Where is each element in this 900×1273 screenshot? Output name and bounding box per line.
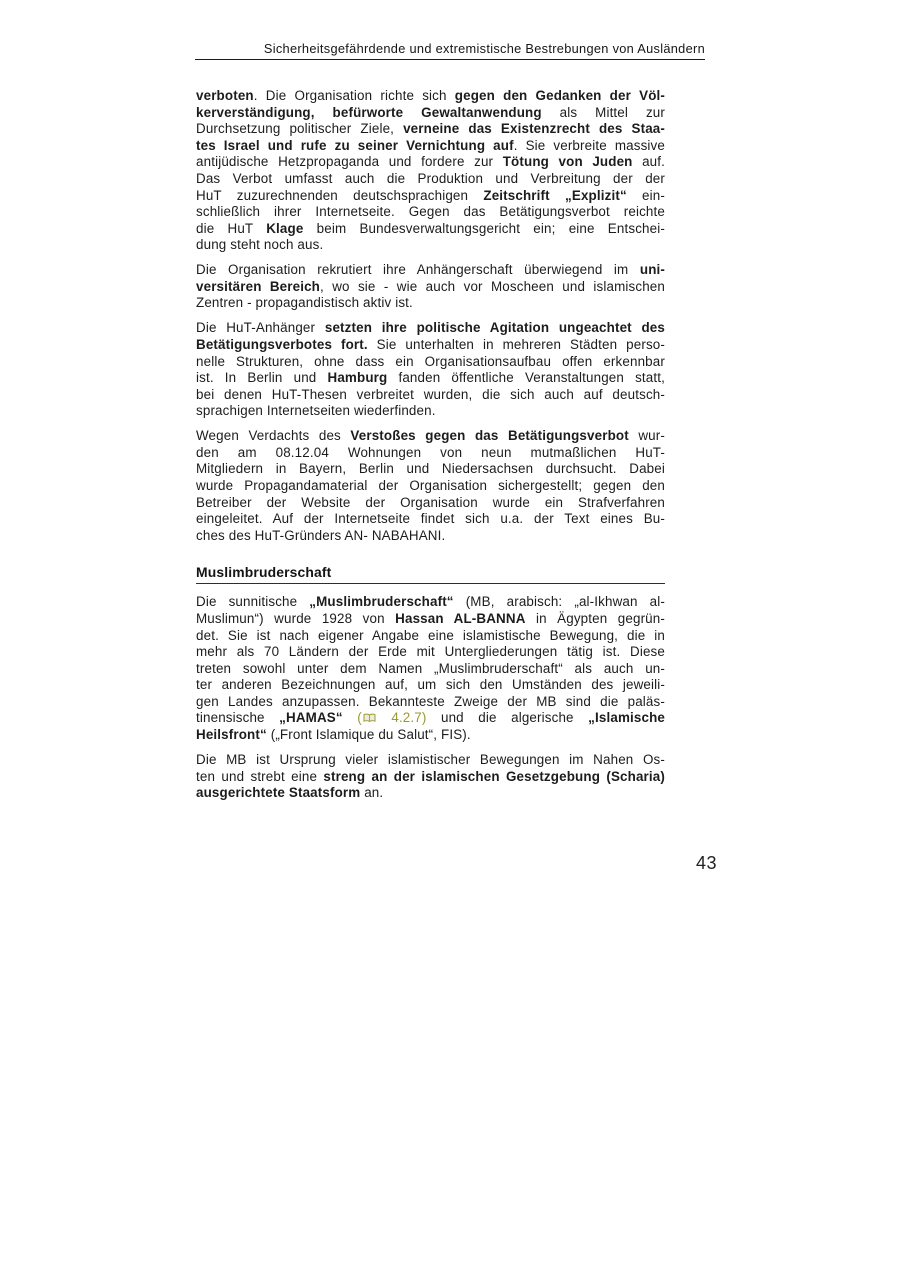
text-run: tinensische	[196, 710, 280, 726]
text-line	[196, 644, 665, 661]
bold-text: versitären Bereich	[196, 278, 321, 294]
text-line	[196, 710, 665, 727]
text-run: wurde Propagandamaterial der Organisation sichergestellt; gegen den	[196, 477, 665, 493]
text-line	[196, 727, 665, 744]
text-line	[196, 121, 665, 138]
text-run: Mitgliedern in Bayern, Berlin und Niedersachsen durchsucht. Dabei	[196, 461, 665, 477]
text-run: Sie unterhalten in mehreren Städten perso-	[367, 336, 665, 352]
text-run: als Mittel zur	[541, 104, 666, 120]
bold-text: Betätigungsverbotes fort.	[196, 336, 368, 352]
bold-text: Tötung von Juden	[502, 154, 633, 170]
text-run: bei denen HuT-Thesen verbreitet wurden, die sich auch auf deutsch-	[196, 386, 665, 402]
text-run: Die HuT-Anhänger	[196, 320, 325, 336]
bold-text: uni-	[639, 262, 665, 278]
text-run: fanden öffentliche Veranstaltungen statt,	[387, 370, 666, 386]
bold-text: Heilsfront“	[196, 727, 267, 743]
text-line	[196, 354, 665, 371]
text-line	[196, 628, 665, 645]
text-run: . Sie verbreite massive	[513, 137, 665, 153]
text-run: ist. In Berlin und	[196, 370, 328, 386]
cross-reference[interactable]: 4.2.7)	[376, 710, 427, 726]
text-run: antijüdische Hetzpropaganda und fordere zur	[196, 154, 503, 170]
text-line	[196, 237, 665, 254]
page-number: 43	[695, 853, 717, 873]
text-line	[196, 171, 665, 188]
text-line	[196, 461, 665, 478]
document-body	[196, 88, 665, 810]
text-run: HuT zuzurechnenden deutschsprachigen	[196, 187, 484, 203]
text-run: treten sowohl unter dem Namen „Muslimbruderschaft“ als auch un-	[196, 660, 665, 676]
text-run: dung steht noch aus.	[196, 237, 324, 253]
text-run: ten und strebt eine	[196, 768, 324, 784]
running-header-title: Sicherheitsgefährdende und extremistische Bestrebungen von Ausländern	[263, 41, 705, 56]
paragraph	[196, 88, 665, 254]
text-run: Muslimun“) wurde 1928 von	[196, 610, 396, 626]
text-run: Die Organisation rekrutiert ihre Anhängerschaft überwiegend im	[196, 262, 640, 278]
bold-text: verboten	[196, 88, 254, 103]
bold-text: streng an der islamischen Gesetzgebung (Scharia)	[323, 768, 665, 784]
text-run: den am 08.12.04 Wohnungen von neun mutmaßlichen HuT-	[196, 444, 665, 460]
text-run: Durchsetzung politischer Ziele,	[196, 121, 404, 137]
text-line	[196, 337, 665, 354]
text-line	[196, 370, 665, 387]
bold-text: Hamburg	[327, 370, 388, 386]
text-line	[196, 320, 665, 337]
text-line	[196, 445, 665, 462]
bold-text: „Islamische	[588, 710, 666, 726]
paragraph	[196, 262, 665, 312]
text-run: wur-	[628, 428, 665, 444]
bold-text: setzten ihre politische Agitation ungeachtet des	[324, 320, 665, 336]
text-line	[196, 105, 665, 122]
text-line	[196, 785, 665, 802]
text-run: auf.	[632, 154, 666, 170]
text-run: Die sunnitische	[196, 594, 310, 610]
text-line	[196, 611, 665, 628]
text-line	[196, 295, 665, 312]
text-line	[196, 428, 665, 445]
text-line	[196, 154, 665, 171]
text-run: ter anderen Bezeichnungen auf, um sich den Umständen des jeweili-	[196, 677, 665, 693]
bold-text: „Muslimbruderschaft“	[309, 594, 454, 610]
paragraph	[196, 320, 665, 420]
bold-text: Klage	[266, 220, 304, 236]
text-run: gen Landes anzupassen. Bekannteste Zweige der MB sind die paläs-	[196, 693, 665, 709]
text-run: mehr als 70 Ländern der Erde mit Untergliederungen tätig ist. Diese	[196, 644, 665, 660]
text-run: schließlich ihrer Internetseite. Gegen das Betätigungsverbot reichte	[196, 204, 665, 220]
paragraph	[196, 752, 665, 802]
text-run: Das Verbot umfasst auch die Produktion und Verbreitung der der	[196, 170, 665, 186]
text-run: Betreiber der Website der Organisation wurde ein Strafverfahren	[196, 494, 665, 510]
bold-text: kerverständigung, befürworte Gewaltanwendung	[196, 104, 542, 120]
text-run: in Ägypten gegrün-	[525, 610, 665, 626]
text-run: , wo sie - wie auch vor Moscheen und islamischen	[320, 278, 665, 294]
text-line	[196, 495, 665, 512]
bold-text: Verstoßes gegen das Betätigungsverbot	[350, 428, 629, 444]
text-line	[196, 752, 665, 769]
bold-text: Zeitschrift „Explizit“	[483, 187, 627, 203]
text-run: beim Bundesverwaltungsgericht ein; eine Entschei-	[303, 220, 665, 236]
text-line	[196, 677, 665, 694]
cross-reference[interactable]: (	[357, 710, 362, 726]
text-line	[196, 528, 665, 545]
text-line	[196, 594, 665, 611]
bold-text: tes Israel und rufe zu seiner Vernichtung auf	[196, 137, 514, 153]
text-run: det. Sie ist nach eigener Angabe eine islamistische Bewegung, die in	[196, 627, 665, 643]
text-run: („Front Islamique du Salut“, FIS).	[266, 727, 471, 743]
text-run: eingeleitet. Auf der Internetseite findet sich u.a. der Text eines Bu-	[196, 511, 665, 527]
bold-text: Hassan AL-BANNA	[395, 610, 526, 626]
text-run: sprachigen Internetseiten wiederfinden.	[196, 403, 436, 419]
text-line	[196, 661, 665, 678]
section-heading-block	[196, 564, 665, 584]
section-heading: Muslimbruderschaft	[196, 564, 332, 581]
text-line	[196, 88, 665, 105]
paragraph	[196, 428, 665, 544]
text-line	[196, 204, 665, 221]
text-line	[196, 511, 665, 528]
text-run	[343, 710, 358, 725]
paragraph	[196, 594, 665, 743]
text-run: ein-	[626, 187, 665, 203]
text-line	[196, 279, 665, 296]
bold-text: „HAMAS“	[279, 710, 343, 726]
text-run: . Die Organisation richte sich	[253, 88, 455, 103]
text-line	[196, 387, 665, 404]
text-line	[196, 478, 665, 495]
open-book-icon[interactable]	[363, 713, 376, 723]
header-rule	[195, 59, 705, 60]
bold-text: verneine das Existenzrecht des Staa-	[403, 121, 666, 137]
text-line	[196, 403, 665, 420]
bold-text: ausgerichtete Staatsform	[196, 785, 361, 801]
text-line	[196, 262, 665, 279]
bold-text: gegen den Gedanken der Völ-	[454, 88, 665, 103]
text-line	[196, 769, 665, 786]
text-line	[196, 221, 665, 238]
text-run: Die MB ist Ursprung vieler islamistischer Bewegungen im Nahen Os-	[196, 751, 665, 767]
text-run: und die algerische	[426, 710, 589, 726]
text-line	[196, 138, 665, 155]
text-run: nelle Strukturen, ohne dass ein Organisationsaufbau offen erkennbar	[196, 353, 665, 369]
text-line	[196, 694, 665, 711]
text-run: ches des HuT-Gründers AN- NABAHANI.	[196, 527, 446, 543]
text-run: (MB, arabisch: „al-Ikhwan al-	[453, 594, 665, 610]
text-run: Wegen Verdachts des	[196, 428, 351, 444]
text-run: an.	[360, 785, 384, 801]
text-run: die HuT	[196, 220, 267, 236]
text-line	[196, 188, 665, 205]
text-run: Zentren - propagandistisch aktiv ist.	[196, 295, 413, 311]
